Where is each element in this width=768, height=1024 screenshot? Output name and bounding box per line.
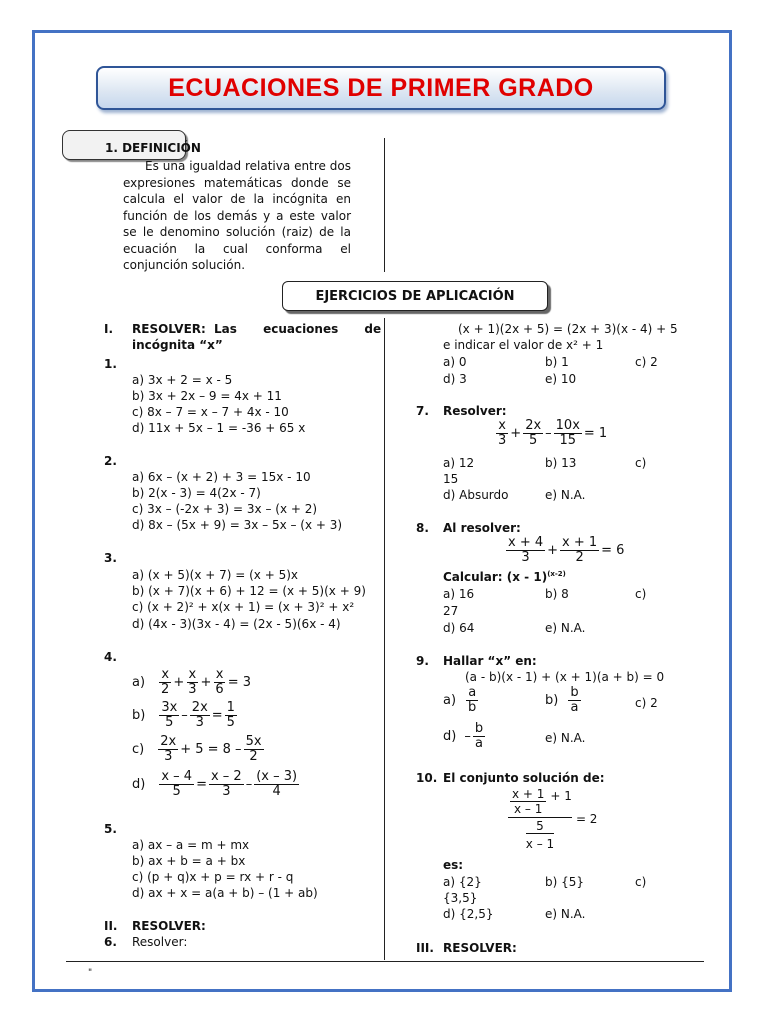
problem-8-opt-b: b) 8 — [545, 587, 569, 601]
problem-6-opt-e: e) 10 — [545, 372, 577, 386]
problem-2-c: c) 3x – (-2x + 3) = 3x – (x + 2) — [132, 502, 318, 516]
problem-7-opt-b: b) 13 — [545, 456, 577, 470]
minus-sign: – — [464, 729, 471, 744]
problem-8-opt-c-value: 27 — [443, 604, 459, 618]
rhs: = 3 — [227, 675, 251, 690]
fraction — [159, 770, 194, 799]
definition-heading: 1. DEFINICIÓN — [105, 141, 201, 155]
fraction — [159, 701, 179, 730]
problem-2-a: a) 6x – (x + 2) + 3 = 15x - 10 — [132, 470, 311, 484]
problem-9-number: 9. — [416, 654, 429, 668]
numerator: b — [570, 685, 579, 700]
problem-10-opt-b: b) {5} — [545, 875, 585, 889]
problem-6-opt-c: c) 2 — [635, 355, 658, 369]
denominator: 5 — [165, 715, 174, 730]
numerator: x – 2 — [210, 769, 242, 784]
fraction — [244, 735, 264, 764]
problem-5-a: a) ax – a = m + mx — [132, 838, 250, 852]
inner-denominator: x – 1 — [525, 837, 555, 851]
problem-10-es: es: — [443, 858, 464, 872]
problem-1-number: 1. — [104, 357, 117, 371]
problem-3-number: 3. — [104, 551, 117, 565]
problem-5-number: 5. — [104, 822, 117, 836]
problem-1-b: b) 3x + 2x – 9 = 4x + 11 — [132, 389, 282, 403]
section-ii-number: II. — [104, 919, 118, 933]
problem-8-opt-a: a) 16 — [443, 587, 475, 601]
calc-exponent: (x-2) — [547, 570, 566, 578]
problem-4-d: d) $\frac{x - 4}{5}$ = $\frac{x - 2}{3}$ – $\frac{(x - 3)}{4}$ — [132, 769, 298, 799]
problem-10-opt-e: e) N.A. — [545, 907, 586, 921]
problem-2-d: d) 8x – (5x + 9) = 3x – 5x – (x + 3) — [132, 518, 343, 532]
problem-9-opt-c: c) 2 — [635, 696, 658, 710]
problem-10-opt-c-value: {3,5} — [443, 891, 478, 905]
problem-4-number: 4. — [104, 650, 117, 664]
numerator: 1 — [226, 700, 235, 715]
fraction — [209, 770, 244, 799]
problem-1-a: a) 3x + 2 = x - 5 — [132, 373, 233, 387]
problem-6-number: 6. — [104, 935, 117, 949]
problem-2-number: 2. — [104, 454, 117, 468]
problem-10-opt-c: c) — [635, 875, 647, 889]
numerator: x — [188, 667, 197, 682]
problem-10-opt-a: a) {2} — [443, 875, 482, 889]
denominator: 5 — [226, 715, 235, 730]
fraction — [510, 787, 546, 816]
numerator: 10x — [555, 418, 580, 433]
denominator: x – 1 — [514, 802, 543, 816]
option-label: c) — [132, 742, 145, 757]
numerator: x — [215, 667, 224, 682]
fraction — [213, 668, 225, 697]
middle-term: + 5 = 8 – — [180, 742, 242, 757]
numerator: 2x — [160, 734, 177, 749]
problem-9-opt-b — [545, 686, 583, 715]
numerator: 5x — [245, 734, 262, 749]
section-i-rest-text: Las ecuaciones de — [214, 322, 382, 336]
section-i-rest — [214, 322, 382, 336]
page-title: ECUACIONES DE PRIMER GRADO — [168, 73, 594, 102]
rhs: = 1 — [583, 426, 608, 441]
fraction — [158, 735, 178, 764]
problem-3-d: d) (4x - 3)(3x - 4) = (2x - 5)(6x - 4) — [132, 617, 341, 631]
problem-3-b: b) (x + 7)(x + 6) + 12 = (x + 5)(x + 9) — [132, 584, 366, 598]
problem-9-opt-a — [443, 686, 480, 715]
problem-7-opt-c: c) — [635, 456, 647, 470]
fraction — [186, 668, 198, 697]
denominator: 5 — [529, 433, 538, 448]
problem-8-calcular — [443, 570, 566, 584]
problem-4-a: a) $\frac{x}{2}$ + $\frac{x}{3}$ + $\frac{x}{6}$ = 3 — [132, 667, 251, 697]
problem-3-a: a) (x + 5)(x + 7) = (x + 5)x — [132, 568, 298, 582]
problem-5-c: c) (p + q)x + p = rx + r - q — [132, 870, 294, 884]
option-label: a) — [443, 693, 457, 708]
numerator: x — [498, 418, 506, 433]
option-label: b) — [545, 693, 559, 708]
section-ii-label: RESOLVER: — [132, 919, 206, 933]
exercises-heading: EJERCICIOS DE APLICACIÓN — [282, 281, 548, 311]
denominator: 4 — [272, 784, 281, 799]
fraction — [466, 686, 478, 715]
numerator: 2x — [525, 418, 542, 433]
problem-9-opt-d — [443, 722, 487, 751]
definition-text: Es una igualdad relativa entre dos expresiones matemáticas donde se calcula el valor de la incógnita en función de los demás y a este valor se le denomino solución (raiz) de la ecuación la cual conforma el conjunción solución. — [123, 159, 351, 272]
calc-text: Calcular: (x - 1) — [443, 570, 548, 584]
problem-9-equation: (a - b)(x - 1) + (x + 1)(a + b) = 0 — [465, 670, 665, 684]
denominator: 2 — [249, 749, 258, 764]
problem-9-opt-e: e) N.A. — [545, 731, 586, 745]
option-label: d) — [443, 729, 457, 744]
numerator: x + 1 — [562, 535, 598, 550]
numerator: b — [474, 721, 484, 736]
problem-6-indicar: e indicar el valor de x² + 1 — [443, 338, 604, 352]
column-divider — [384, 318, 385, 960]
problem-7-opt-c-value: 15 — [443, 472, 459, 486]
numerator: a — [468, 685, 477, 700]
problem-1-c: c) 8x – 7 = x – 7 + 4x - 10 — [132, 405, 289, 419]
problem-7-opt-d: d) Absurdo — [443, 488, 509, 502]
problem-7-label: Resolver: — [443, 404, 507, 418]
inner-numerator: 5 — [526, 819, 554, 834]
fraction — [523, 419, 543, 448]
problem-6-opt-b: b) 1 — [545, 355, 569, 369]
problem-8-equation: $\frac{x + 4}{3}$ + $\frac{x + 1}{2}$ = 6 — [508, 535, 625, 565]
denominator: a — [570, 700, 579, 715]
problem-4-b: b) $\frac{3x}{5}$ – $\frac{2x}{3}$ = $\frac{1}{5}$ — [132, 700, 235, 730]
fraction — [554, 419, 582, 448]
rhs: = 2 — [575, 812, 598, 826]
problem-8-opt-e: e) N.A. — [545, 621, 586, 635]
section-i-number: I. — [104, 322, 114, 336]
problem-8-number: 8. — [416, 521, 429, 535]
numerator: x – 4 — [161, 769, 193, 784]
problem-10-number: 10. — [416, 771, 438, 785]
fraction — [225, 701, 237, 730]
option-label: b) — [132, 708, 146, 723]
denominator: a — [474, 736, 483, 751]
denominator: 3 — [222, 784, 231, 799]
denominator: 6 — [215, 682, 224, 697]
problem-7-number: 7. — [416, 404, 429, 418]
section-i-label: RESOLVER: — [132, 322, 206, 336]
problem-7-opt-a: a) 12 — [443, 456, 475, 470]
problem-4-c — [132, 735, 266, 764]
problem-10-label: El conjunto solución de: — [443, 771, 605, 785]
denominator: 15 — [559, 433, 577, 448]
numerator: (x – 3) — [256, 769, 298, 784]
fraction — [496, 419, 508, 448]
problem-10-equation — [508, 787, 597, 851]
problem-5-b: b) ax + b = a + bx — [132, 854, 246, 868]
plus-one: + 1 — [550, 788, 572, 803]
numerator: 3x — [161, 700, 178, 715]
problem-6-opt-a: a) 0 — [443, 355, 467, 369]
numerator: x — [161, 667, 170, 682]
problem-5-d: d) ax + x = a(a + b) – (1 + ab) — [132, 886, 318, 900]
denominator: 5 — [172, 784, 181, 799]
problem-7-equation: $\frac{x}{3}$ + $\frac{2x}{5}$ – $\frac{10x}{15}$ = 1 — [498, 418, 608, 448]
denominator: b — [468, 700, 477, 715]
problem-1-d: d) 11x + 5x – 1 = -36 + 65 x — [132, 421, 306, 435]
option-label: a) — [132, 675, 146, 690]
problem-6-label: Resolver: — [132, 935, 188, 949]
fraction — [473, 722, 485, 751]
fraction — [190, 701, 210, 730]
denominator: 3 — [188, 682, 197, 697]
section-iii-label: RESOLVER: — [443, 941, 517, 955]
problem-8-opt-d: d) 64 — [443, 621, 475, 635]
problem-9-label: Hallar “x” en: — [443, 654, 537, 668]
fraction — [506, 536, 545, 565]
problem-8-opt-c: c) — [635, 587, 647, 601]
title-banner — [96, 66, 666, 110]
fraction — [159, 668, 171, 697]
denominator: 2 — [575, 550, 584, 565]
option-label: d) — [132, 777, 146, 792]
section-iii-number: III. — [416, 941, 434, 955]
fraction — [254, 770, 299, 799]
problem-3-c: c) (x + 2)² + x(x + 1) = (x + 3)² + x² — [132, 600, 355, 614]
numerator: x + 4 — [508, 535, 544, 550]
rhs: = 6 — [601, 543, 625, 558]
column-divider-top — [384, 138, 385, 272]
numerator: x + 1 — [512, 787, 545, 801]
denominator: 3 — [195, 715, 204, 730]
numerator: 2x — [191, 700, 208, 715]
footer-mark: " — [88, 968, 93, 978]
denominator: 3 — [164, 749, 173, 764]
definition-paragraph — [123, 158, 351, 274]
denominator: 2 — [161, 682, 170, 697]
problem-7-opt-e: e) N.A. — [545, 488, 586, 502]
denominator: 3 — [498, 433, 507, 448]
denominator: 3 — [521, 550, 530, 565]
fraction — [568, 686, 580, 715]
problem-6-opt-d: d) 3 — [443, 372, 467, 386]
problem-6-equation: (x + 1)(2x + 5) = (2x + 3)(x - 4) + 5 — [458, 322, 678, 336]
problem-10-opt-d: d) {2,5} — [443, 907, 494, 921]
section-i-incognita: incógnita “x” — [132, 338, 223, 352]
problem-8-label: Al resolver: — [443, 521, 521, 535]
problem-2-b: b) 2(x - 3) = 4(2x - 7) — [132, 486, 261, 500]
footer-rule — [66, 961, 704, 962]
fraction — [560, 536, 599, 565]
